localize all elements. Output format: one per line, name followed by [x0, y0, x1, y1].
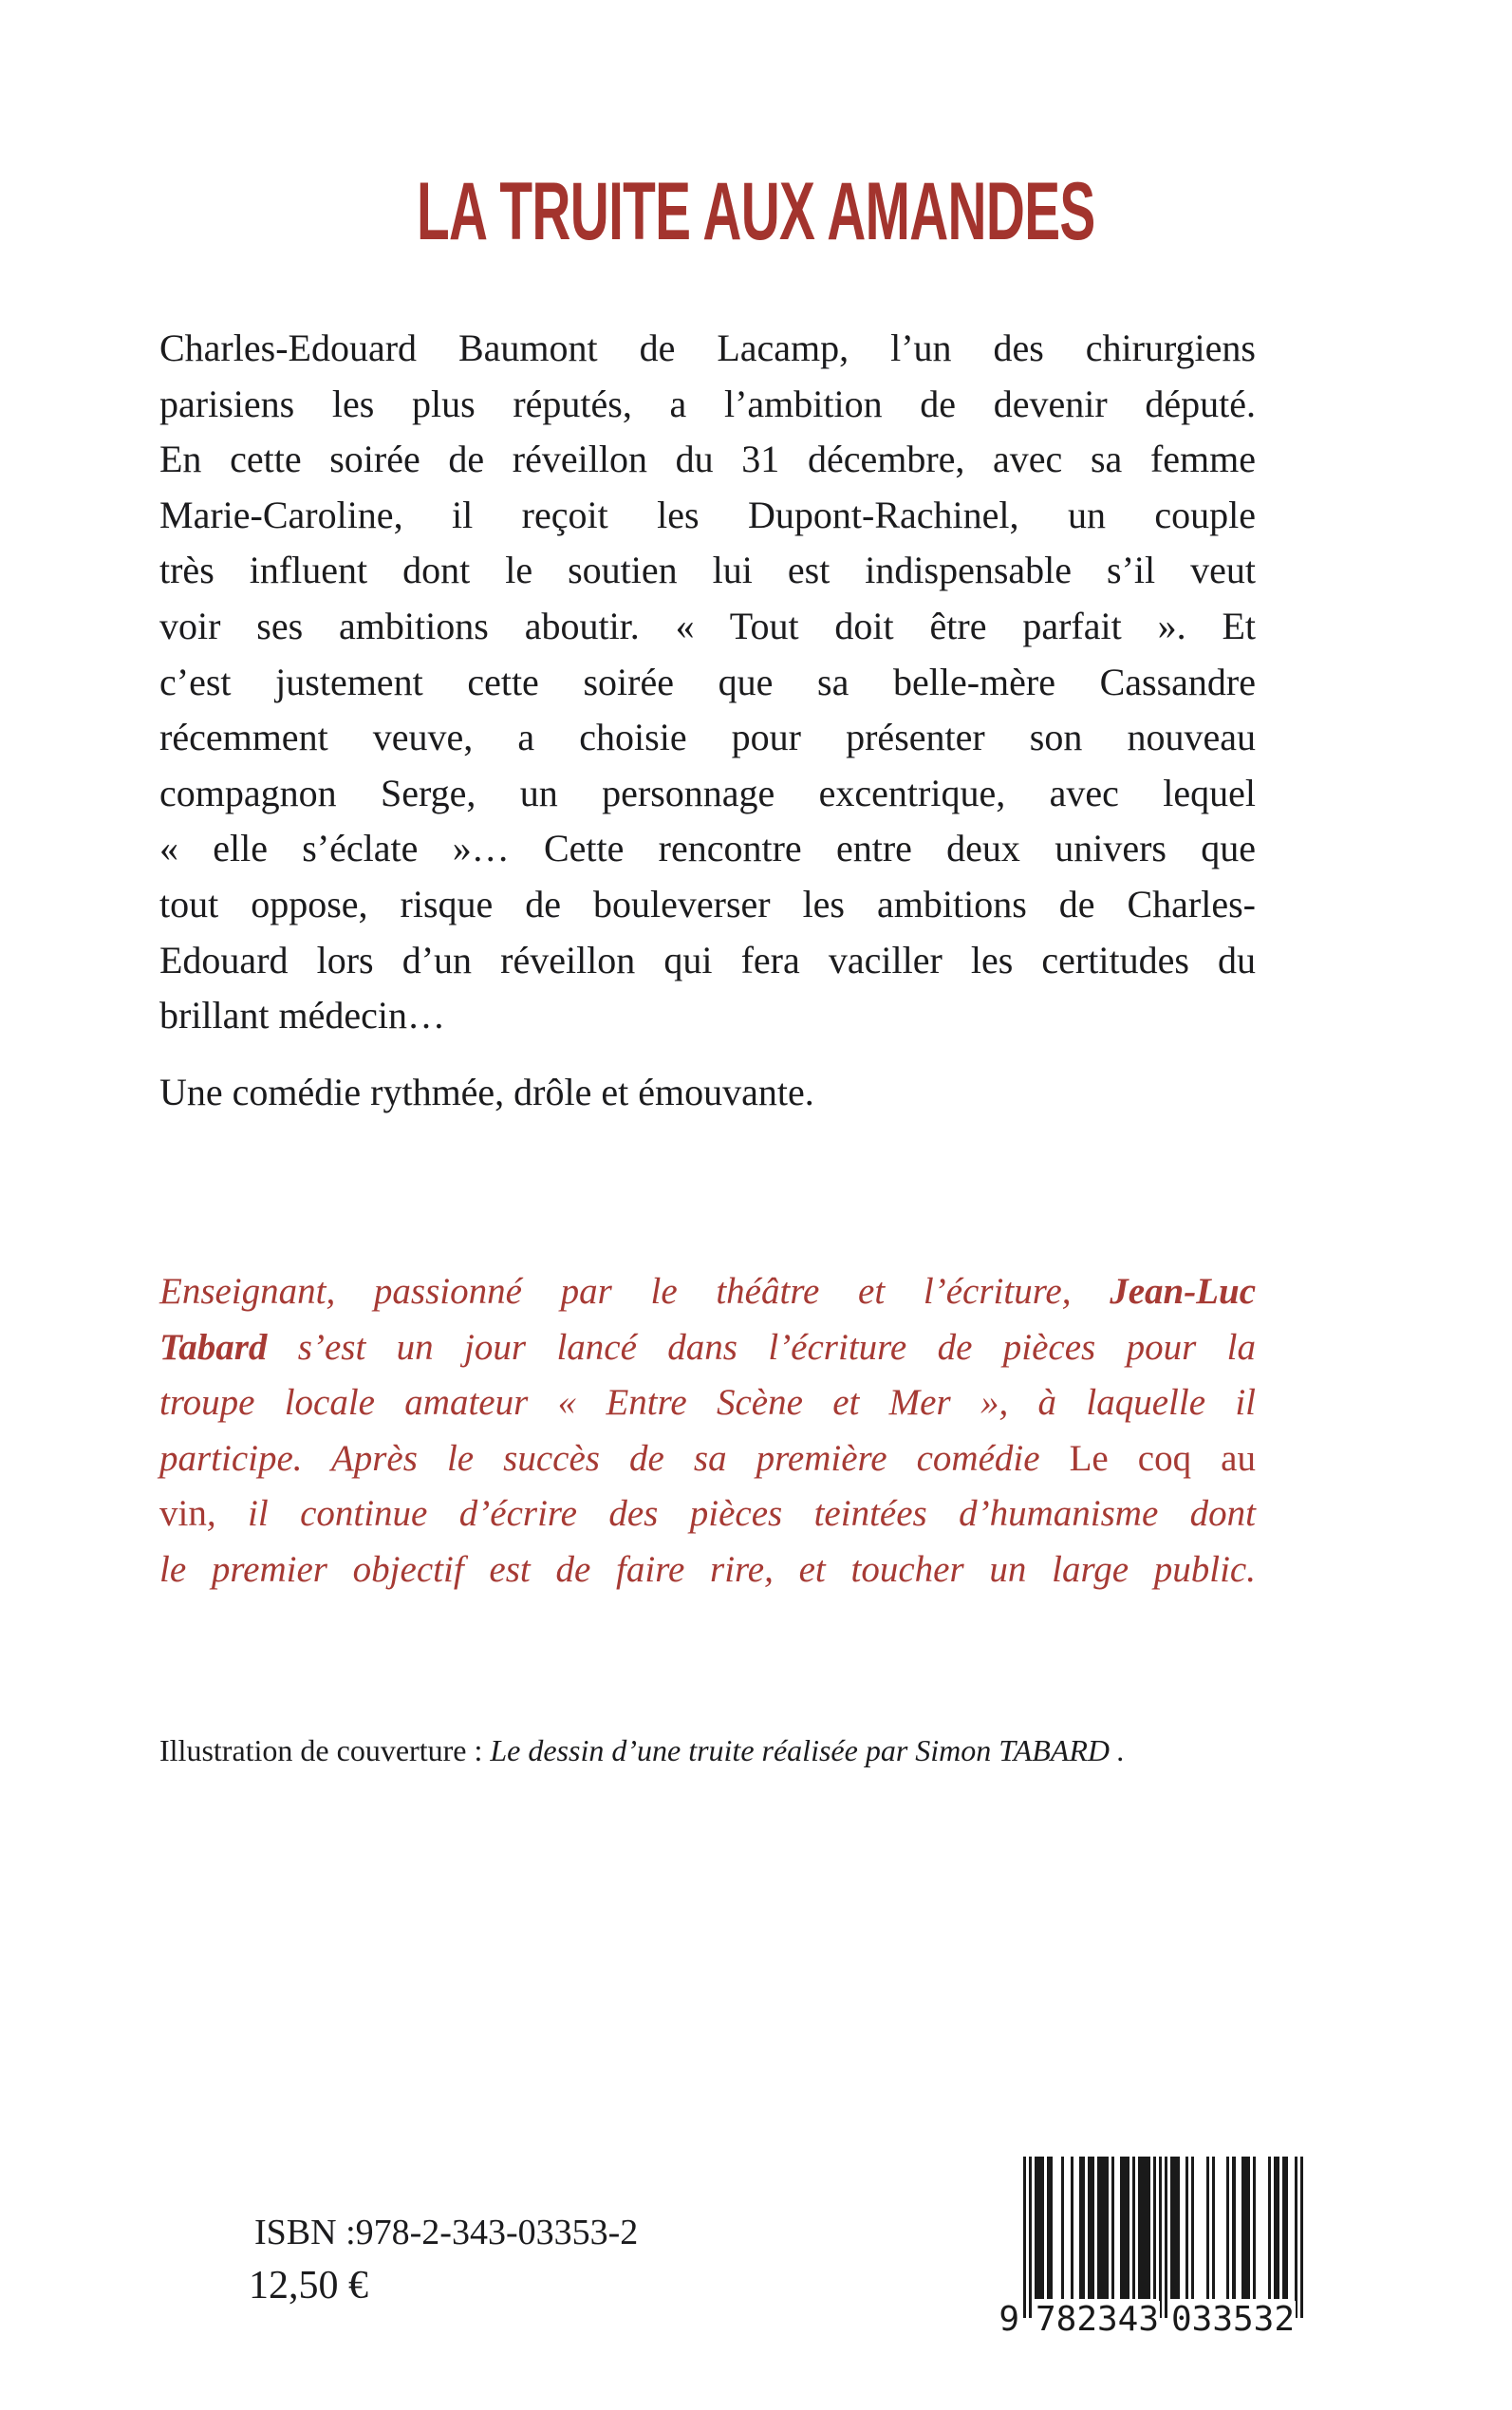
barcode-bar: [1023, 2157, 1026, 2318]
isbn-text: ISBN :978-2-343-03353-2: [254, 2213, 639, 2252]
bio-segment: Enseignant, passionné par le théâtre et l’écriture,: [159, 1271, 1111, 1312]
synopsis-line: Edouard lors d’un réveillon qui fera vaciller les certitudes du: [159, 938, 1256, 981]
bio-line: [159, 1486, 1256, 1542]
synopsis-line: Charles-Edouard Baumont de Lacamp, l’un des chirurgiens: [159, 327, 1256, 369]
barcode-bar: [1047, 2157, 1053, 2299]
barcode-bar: [1159, 2157, 1162, 2318]
synopsis-line: tout oppose, risque de bouleverser les ambitions de Charles-: [159, 882, 1256, 925]
barcode-bar: [1206, 2157, 1209, 2299]
barcode-bar: [1111, 2157, 1114, 2299]
price-text: 12,50 €: [249, 2264, 368, 2307]
barcode-bar: [1300, 2157, 1303, 2318]
synopsis-line: récemment veuve, a choisie pour présenter son nouveau: [159, 716, 1256, 759]
barcode-bar: [1153, 2157, 1156, 2299]
author-bio: [159, 1264, 1256, 1598]
barcode-bar: [1295, 2157, 1297, 2318]
barcode-digits-group2: 033532: [1170, 2300, 1296, 2339]
synopsis-line: Marie-Caroline, il reçoit les Dupont-Rachinel, un couple: [159, 493, 1256, 536]
synopsis-line: compagnon Serge, un personnage excentrique, avec lequel: [159, 771, 1256, 814]
barcode-bar: [1268, 2157, 1271, 2299]
bio-segment: Le coq au: [1069, 1437, 1256, 1479]
tagline: Une comédie rythmée, drôle et émouvante.: [159, 1071, 814, 1113]
synopsis-line: parisiens les plus réputés, a l’ambition de devenir député.: [159, 382, 1256, 425]
synopsis-line: c’est justement cette soirée que sa belle-mère Cassandre: [159, 660, 1256, 703]
barcode-bar: [1035, 2157, 1043, 2299]
synopsis-line: très influent dont le soutien lui est indispensable s’il veut: [159, 549, 1256, 592]
synopsis-line: En cette soirée de réveillon du 31 décembre, avec sa femme: [159, 438, 1256, 481]
barcode-bar: [1274, 2157, 1279, 2299]
bio-segment: participe. Après le succès de sa première comédie: [159, 1437, 1070, 1479]
bio-line: [159, 1542, 1256, 1598]
barcode: [999, 2157, 1308, 2356]
barcode-digits-group1: 782343: [1035, 2300, 1160, 2339]
illustration-credit: [159, 1731, 1393, 1769]
barcode-bar: [1165, 2157, 1167, 2318]
barcode-bar: [1212, 2157, 1215, 2299]
bio-line: [159, 1431, 1256, 1487]
bio-segment: Tabard: [159, 1326, 268, 1368]
synopsis-line: brillant médecin…: [159, 994, 446, 1037]
title-wrap: [0, 159, 1512, 264]
barcode-digit-first: 9: [995, 2301, 1019, 2339]
synopsis-paragraph: [159, 321, 1256, 1044]
bio-segment: Jean-Luc: [1110, 1271, 1256, 1312]
bio-segment: s’est un jour lancé dans l’écriture de pièces pour la: [267, 1326, 1256, 1368]
barcode-bar: [1226, 2157, 1229, 2299]
barcode-bar: [1185, 2157, 1188, 2299]
barcode-bar: [1170, 2157, 1179, 2299]
synopsis-line: « elle s’éclate »… Cette rencontre entre deux univers que: [159, 827, 1256, 870]
barcode-bar: [1138, 2157, 1149, 2299]
barcode-bar: [1088, 2157, 1093, 2299]
barcode-bar: [1071, 2157, 1073, 2299]
barcode-bar: [1282, 2157, 1288, 2299]
barcode-bar: [1120, 2157, 1129, 2299]
bio-line: [159, 1320, 1256, 1376]
barcode-bar: [1061, 2157, 1064, 2299]
barcode-bar: [1079, 2157, 1085, 2299]
bio-segment: troupe locale amateur « Entre Scène et Mer », à laquelle il: [159, 1382, 1256, 1424]
barcode-bar: [1097, 2157, 1109, 2299]
bio-line: [159, 1375, 1256, 1431]
credit-prefix: Illustration de couverture :: [159, 1733, 491, 1767]
page-title: LA TRUITE AUX AMANDES: [417, 166, 1095, 257]
bio-segment: le premier objectif est de faire rire, et toucher un large public.: [159, 1548, 1256, 1590]
barcode-bar: [1191, 2157, 1194, 2299]
bio-segment: , il continue d’écrire des pièces teintées d’humanisme dont: [206, 1493, 1256, 1535]
barcode-bar: [1232, 2157, 1235, 2299]
credit-italic: Le dessin d’une truite réalisée par Simon TABARD .: [490, 1733, 1125, 1767]
barcode-bar: [1029, 2157, 1032, 2318]
barcode-bar: [1253, 2157, 1256, 2299]
barcode-bar: [1132, 2157, 1135, 2299]
barcode-bar: [1241, 2157, 1250, 2299]
synopsis-line: voir ses ambitions aboutir. « Tout doit être parfait ». Et: [159, 604, 1256, 647]
bio-segment: vin: [159, 1493, 207, 1535]
bio-line: [159, 1264, 1256, 1320]
barcode-bars: [1023, 2157, 1303, 2320]
